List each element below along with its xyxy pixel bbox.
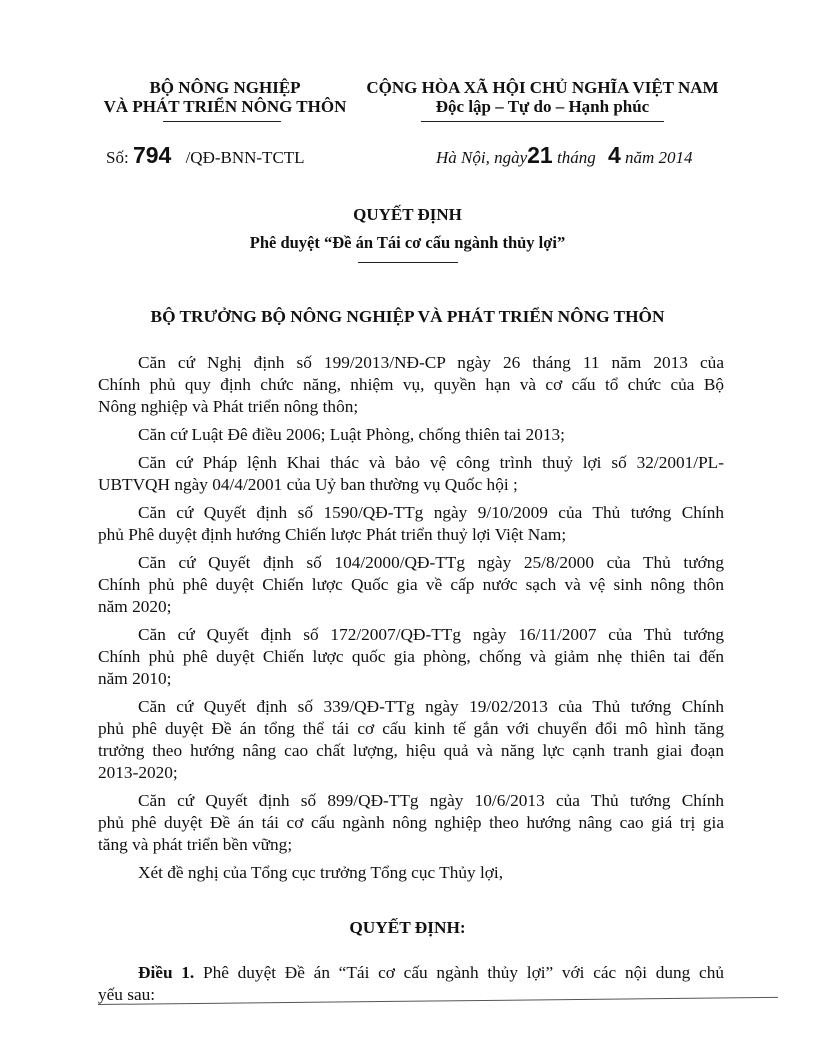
number-value: 794	[132, 142, 172, 168]
authority-heading: BỘ TRƯỞNG BỘ NÔNG NGHIỆP VÀ PHÁT TRIỂN NÔNG THÔN	[150, 307, 665, 326]
ministry-name	[100, 78, 350, 116]
article-1-text: Phê duyệt Đề án “Tái cơ cấu ngành thủy lợi” với các nội dung chủ	[203, 963, 725, 982]
document-title: QUYẾT ĐỊNH	[353, 205, 462, 224]
paragraph-line: tăng và phát triển bền vững;	[98, 835, 293, 854]
paragraph-line: Căn cứ Quyết định số 172/2007/QĐ-TTg ngày 16/11/2007 của Thủ tướng	[138, 625, 724, 644]
article-1-line-2: yếu sau:	[98, 985, 156, 1004]
ministry-line-2: VÀ PHÁT TRIỂN NÔNG THÔN	[103, 97, 347, 116]
preamble-paragraph	[98, 862, 724, 884]
paragraph-line: phủ phê duyệt Đề án tổng thể tái cơ cấu kinh tế gắn với chuyển đổi mô hình tăng	[98, 719, 724, 738]
paragraph-line: UBTVQH ngày 04/4/2001 của Uỷ ban thường vụ Quốc hội ;	[98, 475, 518, 494]
preamble-paragraph	[98, 502, 724, 546]
country-line-1: CỘNG HÒA XÃ HỘI CHỦ NGHĨA VIỆT NAM	[366, 78, 719, 97]
place-date-prefix: Hà Nội, ngày	[436, 148, 528, 167]
paragraph-line: 2013-2020;	[98, 763, 178, 782]
paragraph-line: Căn cứ Quyết định số 899/QĐ-TTg ngày 10/6/2013 của Thủ tướng Chính	[138, 791, 724, 810]
day-value: 21	[527, 142, 553, 168]
motto-underline	[421, 121, 664, 122]
preamble-paragraph	[98, 696, 724, 784]
preamble-paragraph	[98, 352, 724, 418]
month-label: tháng	[556, 148, 596, 167]
paragraph-line: Chính phủ phê duyệt Chiến lược Quốc gia về cấp nước sạch và vệ sinh nông thôn	[98, 575, 724, 594]
paragraph-line: Căn cứ Quyết định số 104/2000/QĐ-TTg ngày 25/8/2000 của Thủ tướng	[138, 553, 724, 572]
country-header	[355, 78, 730, 116]
preamble	[98, 352, 724, 890]
paragraph-line: Căn cứ Luật Đê điều 2006; Luật Phòng, chống thiên tai 2013;	[138, 425, 565, 444]
paragraph-line: Căn cứ Quyết định số 339/QĐ-TTg ngày 19/02/2013 của Thủ tướng Chính	[138, 697, 724, 716]
ministry-underline	[163, 121, 281, 122]
preamble-paragraph	[98, 624, 724, 690]
document-number	[106, 142, 305, 169]
document-subtitle: Phê duyệt “Đề án Tái cơ cấu ngành thủy lợi”	[249, 233, 566, 252]
year-label: năm 2014	[625, 148, 693, 167]
place-date	[436, 142, 693, 169]
article-1-line-1	[98, 962, 724, 984]
ministry-line-1: BỘ NÔNG NGHIỆP	[149, 78, 301, 97]
paragraph-line: Căn cứ Quyết định số 1590/QĐ-TTg ngày 9/10/2009 của Thủ tướng Chính	[138, 503, 724, 522]
decision-heading: QUYẾT ĐỊNH:	[349, 918, 466, 937]
number-prefix: Số:	[106, 148, 129, 167]
preamble-paragraph	[98, 424, 724, 446]
paragraph-line: Nông nghiệp và Phát triển nông thôn;	[98, 397, 359, 416]
month-value: 4	[607, 142, 621, 168]
paragraph-line: trưởng theo hướng nâng cao chất lượng, hiệu quả và năng lực cạnh tranh giai đoạn	[98, 741, 724, 760]
title-underline	[358, 262, 458, 263]
paragraph-line: phủ Phê duyệt định hướng Chiến lược Phát triển thuỷ lợi Việt Nam;	[98, 525, 567, 544]
paragraph-line: năm 2020;	[98, 597, 172, 616]
paragraph-line: năm 2010;	[98, 669, 172, 688]
paragraph-line: Căn cứ Nghị định số 199/2013/NĐ-CP ngày 26 tháng 11 năm 2013 của	[138, 353, 724, 372]
preamble-paragraph	[98, 790, 724, 856]
paragraph-line: Chính phủ quy định chức năng, nhiệm vụ, quyền hạn và cơ cấu tổ chức của Bộ	[98, 375, 724, 394]
paragraph-line: Căn cứ Pháp lệnh Khai thác và bảo vệ công trình thuỷ lợi số 32/2001/PL-	[138, 453, 724, 472]
article-1-label: Điều 1.	[138, 963, 195, 982]
number-suffix: /QĐ-BNN-TCTL	[185, 148, 305, 167]
country-motto: Độc lập – Tự do – Hạnh phúc	[435, 97, 650, 116]
preamble-paragraph	[98, 552, 724, 618]
preamble-paragraph	[98, 452, 724, 496]
paragraph-line: Chính phủ phê duyệt Chiến lược quốc gia phòng, chống và giảm nhẹ thiên tai đến	[98, 647, 724, 666]
paragraph-line: phủ phê duyệt Đề án tái cơ cấu ngành nông nghiệp theo hướng nâng cao giá trị gia	[98, 813, 724, 832]
paragraph-line: Xét đề nghị của Tổng cục trưởng Tổng cục Thủy lợi,	[138, 863, 504, 882]
